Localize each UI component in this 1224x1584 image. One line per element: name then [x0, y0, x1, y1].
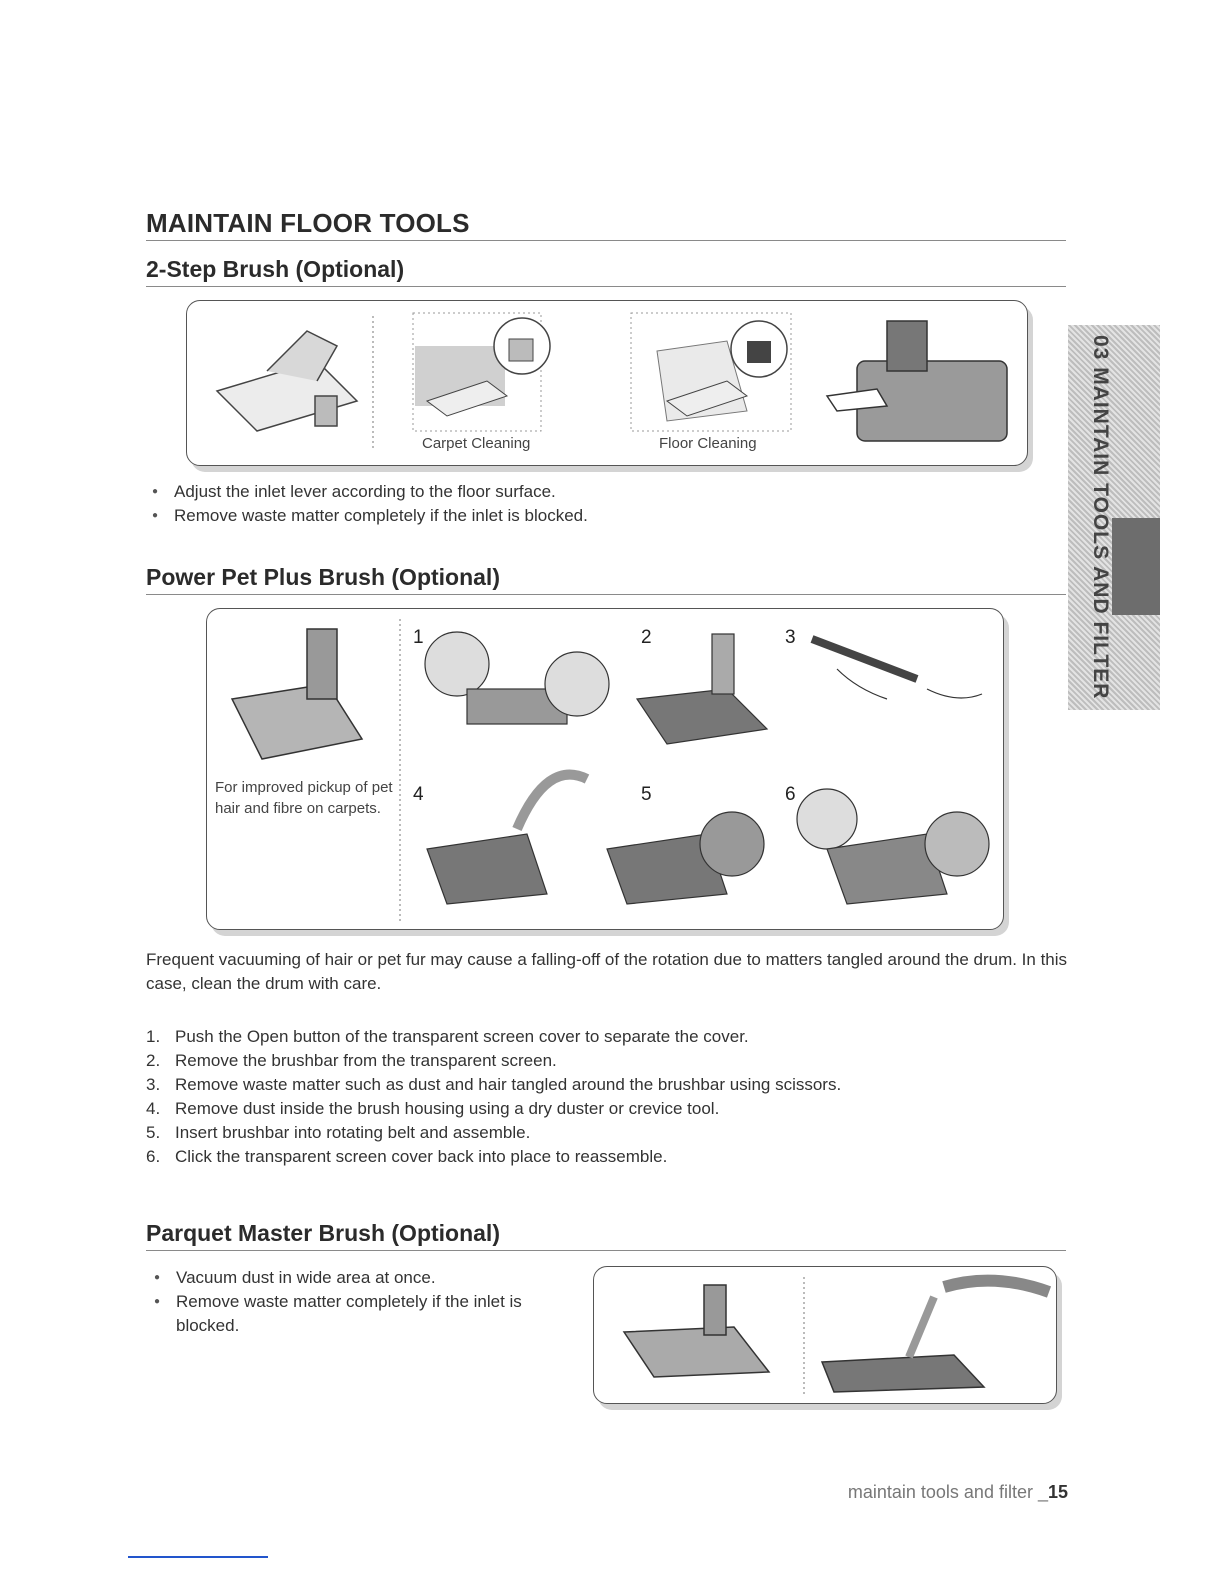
list-item: 3. Remove waste matter such as dust and hair tangled around the brushbar using scissors.: [146, 1075, 842, 1094]
power-pet-brush-icon: [232, 629, 362, 759]
power-pet-heading: Power Pet Plus Brush (Optional): [146, 564, 500, 590]
list-item: ● Vacuum dust in wide area at once.: [148, 1266, 568, 1290]
list-item: 6. Click the transparent screen cover back into place to reassemble.: [146, 1147, 668, 1166]
two-step-illustrations: [187, 301, 1027, 465]
power-pet-caption: For improved pickup of pet hair and fibre on carpets.: [215, 779, 393, 817]
list-item: 5. Insert brushbar into rotating belt and assemble.: [146, 1123, 531, 1142]
parquet-heading: Parquet Master Brush (Optional): [146, 1220, 500, 1246]
step-label-5: 5: [641, 784, 652, 805]
step-5-illustration: [607, 812, 764, 904]
two-step-bullets: [146, 480, 1026, 528]
power-pet-illustration-box: [206, 608, 1004, 930]
step-4-illustration: [427, 775, 587, 904]
step-label-6: 6: [785, 784, 796, 805]
chapter-side-tab-label: 03 MAINTAIN TOOLS AND FILTER: [1089, 335, 1112, 700]
list-item: ● Remove waste matter completely if the inlet is blocked.: [148, 1290, 568, 1338]
step-6-illustration: [797, 789, 989, 904]
power-pet-steps: [146, 1025, 1071, 1169]
footer-link-line: [128, 1556, 268, 1558]
parquet-rule: [146, 1250, 1066, 1251]
carpet-cleaning-caption: Carpet Cleaning: [422, 435, 531, 452]
page-footer: maintain tools and filter _15: [847, 1482, 1068, 1502]
list-item: ● Adjust the inlet lever according to the floor surface.: [146, 480, 1026, 504]
step-1-illustration: [425, 632, 609, 724]
two-step-illustration-box: [186, 300, 1028, 466]
step-label-3: 3: [785, 627, 796, 648]
step-label-2: 2: [641, 627, 652, 648]
power-pet-paragraph: Frequent vacuuming of hair or pet fur may cause a falling-off of the rotation due to matters tangled around the drum. In this case, clean the drum with care.: [146, 950, 1068, 993]
two-step-rule: [146, 286, 1066, 287]
step-label-4: 4: [413, 784, 424, 805]
two-step-heading: 2-Step Brush (Optional): [146, 256, 405, 282]
parquet-brush-icon: [624, 1285, 769, 1377]
list-item: ● Remove waste matter completely if the inlet is blocked.: [146, 504, 1026, 528]
parquet-bullets: [148, 1266, 568, 1338]
list-item: 1. Push the Open button of the transparent screen cover to separate the cover.: [146, 1027, 749, 1046]
brush-underside-icon: [827, 321, 1007, 441]
power-pet-rule: [146, 594, 1066, 595]
step-label-1: 1: [413, 627, 424, 648]
step-2-illustration: [637, 634, 767, 744]
section-title: MAINTAIN FLOOR TOOLS: [146, 208, 470, 238]
parquet-cleaning-icon: [822, 1281, 1049, 1392]
step-3-illustration: [812, 639, 982, 699]
title-rule: [146, 240, 1066, 241]
power-pet-illustrations: [207, 609, 1003, 929]
chapter-side-tab-marker: [1112, 518, 1160, 615]
list-item: 2. Remove the brushbar from the transparent screen.: [146, 1051, 557, 1070]
floor-cleaning-caption: Floor Cleaning: [659, 435, 757, 452]
parquet-illustration-box: [593, 1266, 1057, 1404]
two-step-brush-icon: [217, 331, 357, 431]
list-item: 4. Remove dust inside the brush housing using a dry duster or crevice tool.: [146, 1099, 720, 1118]
parquet-illustrations: [594, 1267, 1056, 1403]
